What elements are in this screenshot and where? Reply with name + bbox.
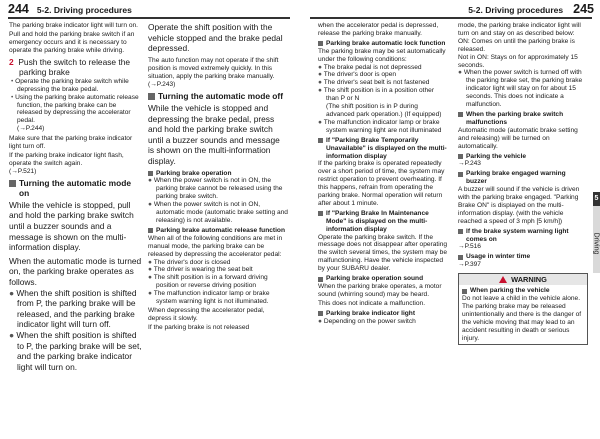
auto-release-text: When all of the following conditions are met in manual mode, the parking brake can be released by depressing the accelerator pedal: <box>148 234 283 258</box>
square-bullet-icon <box>458 154 463 159</box>
warning-buzzer-heading: Parking brake engaged warning buzzer <box>458 170 588 186</box>
step-number: 2 <box>9 56 14 67</box>
warning-body <box>459 285 587 343</box>
square-bullet-icon <box>148 93 155 100</box>
auto-lock-bullet-4: ● The shift position is in a position other than P or N (The shift position is in P during advanced park operation.) (If equipped) <box>318 87 442 118</box>
auto-lock-bullet-5: ● The malfunction indicator lamp or brake system warning light are not illuminated <box>318 118 442 134</box>
bullet-icon: ● <box>148 274 154 282</box>
switch-malfunction-heading: When the parking brake switch malfunctions <box>458 111 588 127</box>
release-step <box>9 57 142 78</box>
auto-release-bullet-1: ● The driver's door is closed <box>148 258 231 266</box>
indicator-not-on-text: Not in ON: Stays on for approximately 15 seconds. <box>458 53 578 69</box>
bullet-icon: • <box>11 77 16 85</box>
warning-text: Do not leave a child in the vehicle alone. The parking brake may be released unintentionally and there is the danger of the vehicle moving that may lead to an accident resulting in death or serious injury. <box>462 295 582 342</box>
auto-lock-bullet-3: ● The driver's seat belt is not fastened <box>318 79 430 87</box>
auto-mode-on-heading: Turning the automatic mode on <box>9 178 142 199</box>
auto-lock-text: The parking brake may be set automatically under the following conditions: <box>318 47 446 63</box>
bullet-icon: ● <box>318 71 324 79</box>
operation-heading: Parking brake operation <box>148 170 288 178</box>
indicator-light-heading: Parking brake indicator light <box>318 310 448 318</box>
auto-release-bullet-2: ● The driver is wearing the seat belt <box>148 266 253 274</box>
right-header-rule <box>310 17 592 19</box>
bullet-icon: ● <box>9 287 17 298</box>
right-page-number: 245 <box>573 2 594 16</box>
bullet-icon: ● <box>9 330 17 340</box>
temporarily-unavailable-heading: If "Parking Brake Temporarily Unavailable" is displayed on the multi-information display <box>318 137 448 161</box>
auto-release-bullet-4: ● The malfunction indicator lamp or brake system warning light is not illuminated. <box>148 290 270 306</box>
maintenance-mode-heading: If "Parking Brake In Maintenance Mode" is displayed on the multi-information display <box>318 210 448 234</box>
auto-mode-on-behavior: When the automatic mode is turned on, the parking brake operates as follows. <box>9 255 142 288</box>
indicator-flash-note: If the parking brake indicator light flash, operate the switch again. (→P.521) <box>9 151 124 175</box>
square-bullet-icon <box>318 311 323 316</box>
square-bullet-icon <box>318 211 323 216</box>
switch-malfunction-text: Automatic mode (automatic brake setting and releasing) will be turned on automatically. <box>458 126 578 150</box>
square-bullet-icon <box>318 41 323 46</box>
parking-vehicle-heading: Parking the vehicle <box>458 153 588 161</box>
cross-reference: (→P.244) <box>17 125 45 133</box>
operation-sound-heading: Parking brake operation sound <box>318 275 448 283</box>
emergency-note: Pull and hold the parking brake switch if an emergency occurs and it is necessary to operate the parking brake while driving. <box>9 30 135 54</box>
auto-lock-bullet-2: ● The driver's door is open <box>318 71 397 79</box>
auto-lock-bullet-1: ● The brake pedal is not depressed <box>318 63 422 71</box>
square-bullet-icon <box>458 172 463 177</box>
auto-mode-on-text: While the vehicle is stopped, pull and hold the parking brake switch until a buzzer sounds and a message is shown on the multi-information display. <box>9 199 134 253</box>
bullet-icon: ● <box>148 290 154 298</box>
warning-box <box>458 273 588 344</box>
auto-lock-heading: Parking brake automatic lock function <box>318 40 448 48</box>
indicator-light-bullet-1: ● Depending on the power switch <box>318 317 416 325</box>
bullet-icon: ● <box>148 258 154 266</box>
square-bullet-icon <box>9 180 16 187</box>
square-bullet-icon <box>148 171 153 176</box>
indicator-mode-text: mode, the parking brake indicator light will turn on and stay on as described below: <box>458 22 581 37</box>
auto-release-heading: Parking brake automatic release function <box>148 227 288 235</box>
operation-sound-note: This does not indicate a malfunction. <box>318 299 426 307</box>
square-bullet-icon <box>148 228 153 233</box>
winter-usage-ref: →P.397 <box>458 261 481 269</box>
indicator-on-text: ON: Comes on until the parking brake is released. <box>458 37 575 53</box>
brake-system-light-heading: If the brake system warning light comes on <box>458 228 588 244</box>
bullet-icon: ● <box>318 79 324 87</box>
square-bullet-icon <box>458 255 463 260</box>
operation-bullet-1: ● When the power switch is not in ON, the parking brake cannot be released using the parking brake switch. <box>148 177 283 201</box>
square-bullet-icon <box>462 289 467 294</box>
brake-system-light-ref: →P.516 <box>458 243 481 251</box>
indicator-off-note: Make sure that the parking brake indicator light turn off. <box>9 135 133 151</box>
auto-mode-bullet-1: ● When the shift position is shifted from P, the parking brake will be released, and the parking brake indicator light will turn off. <box>9 287 137 330</box>
square-bullet-icon <box>318 277 323 282</box>
square-bullet-icon <box>318 138 323 143</box>
temporarily-unavailable-text: If the parking brake is operated repeatedly over a short period of time, the system may restrict operation to prevent overheating. If this happens, refrain from operating the parking brake. Normal operation will return after about 1 minute. <box>318 160 445 207</box>
left-section-title: 5-2. Driving procedures <box>36 5 132 15</box>
release-bullet-1: • Operate the parking brake switch while depressing the brake pedal. <box>11 77 129 93</box>
maintenance-mode-text: Operate the parking brake switch. If the message does not disappear after operating the switch several times, the system may be malfunctioning. Have the vehicle inspected by your SUBARU dealer. <box>318 233 448 273</box>
release-bullet-2: • Using the parking brake automatic release function, the parking brake can be released by depressing the accelerator pedal. (→P.244) <box>11 93 139 133</box>
power-off-bullet: ● When the power switch is turned off with the parking brake set, the parking brake indicator light will stay on for about 15 seconds. This does not indicate a malfunction. <box>458 69 583 109</box>
left-page-number: 244 <box>8 2 29 16</box>
warning-heading: When parking the vehicle <box>462 287 584 295</box>
indicator-light-note: The parking brake indicator light will turn on. <box>9 22 139 29</box>
warning-triangle-icon <box>499 276 507 283</box>
operate-shift-note: Operate the shift position with the vehicle stopped and the brake pedal depressed. <box>148 22 283 54</box>
release-manually-note: when the accelerator pedal is depressed, release the parking brake manually. <box>318 22 439 37</box>
cross-reference: (→P.243) <box>148 80 176 88</box>
auto-mode-off-text: While the vehicle is stopped and depressing the brake pedal, press and hold the parking brake switch until a buzzer sounds and message is shown on the multi-information display. <box>148 103 280 166</box>
bullet-icon: ● <box>318 118 324 126</box>
bullet-icon: ● <box>148 266 154 274</box>
winter-usage-heading: Usage in winter time <box>458 253 588 261</box>
right-page-column-2 <box>458 22 588 345</box>
auto-mode-bullet-2: ● When the shift position is shifted to P, the parking brake will be set, and the parking brake indicator light will turn on. <box>9 330 142 372</box>
cross-reference: (→P.521) <box>9 167 37 175</box>
right-page-header <box>310 0 594 16</box>
left-page-column-2 <box>148 22 288 332</box>
left-page-column-1 <box>9 22 142 372</box>
square-bullet-icon <box>458 229 463 234</box>
warning-title-bar <box>459 274 587 285</box>
chapter-number: 5 <box>593 192 600 206</box>
square-bullet-icon <box>458 112 463 117</box>
warning-label: WARNING <box>511 275 547 285</box>
operation-sound-text: When the parking brake operates, a motor sound (whirring sound) may be heard. <box>318 283 442 298</box>
operation-bullet-2: ● When the power switch is not in ON, automatic mode (automatic brake setting and releasing) is not available. <box>148 201 288 224</box>
bullet-icon: ● <box>148 201 154 209</box>
auto-release-bullet-3: ● The shift position is in a forward driving position or reverse driving position <box>148 274 268 290</box>
left-page-header <box>8 0 288 16</box>
bullet-icon: ● <box>458 69 464 77</box>
warning-buzzer-text: A buzzer will sound if the vehicle is driven with the parking brake engaged. "Parking Brake ON" is displayed on the multi-information display. (with the vehicle reached a speed of 3 mph [5 km/h]) <box>458 186 580 225</box>
auto-mode-off-heading: Turning the automatic mode off <box>148 91 288 102</box>
bullet-icon: ● <box>318 63 324 71</box>
not-released-note: If the parking brake is not released <box>148 323 250 331</box>
accelerator-note: When depressing the accelerator pedal, depress it slowly. <box>148 306 265 322</box>
step-text: Push the switch to release the parking brake <box>18 56 131 78</box>
right-section-title: 5-2. Driving procedures <box>468 5 564 15</box>
auto-function-note: The auto function may not operate if the shift position is moved extremely quickly. In this situation, apply the parking brake manually. (→P.243) <box>148 56 279 88</box>
chapter-label: Driving <box>592 232 600 255</box>
parking-vehicle-ref: →P.243 <box>458 160 481 168</box>
bullet-icon: • <box>11 93 16 101</box>
bullet-icon: ● <box>148 177 154 185</box>
bullet-icon: ● <box>318 87 324 95</box>
bullet-icon: ● <box>318 317 324 325</box>
right-page-column-1 <box>318 22 448 326</box>
left-header-rule <box>8 17 290 19</box>
